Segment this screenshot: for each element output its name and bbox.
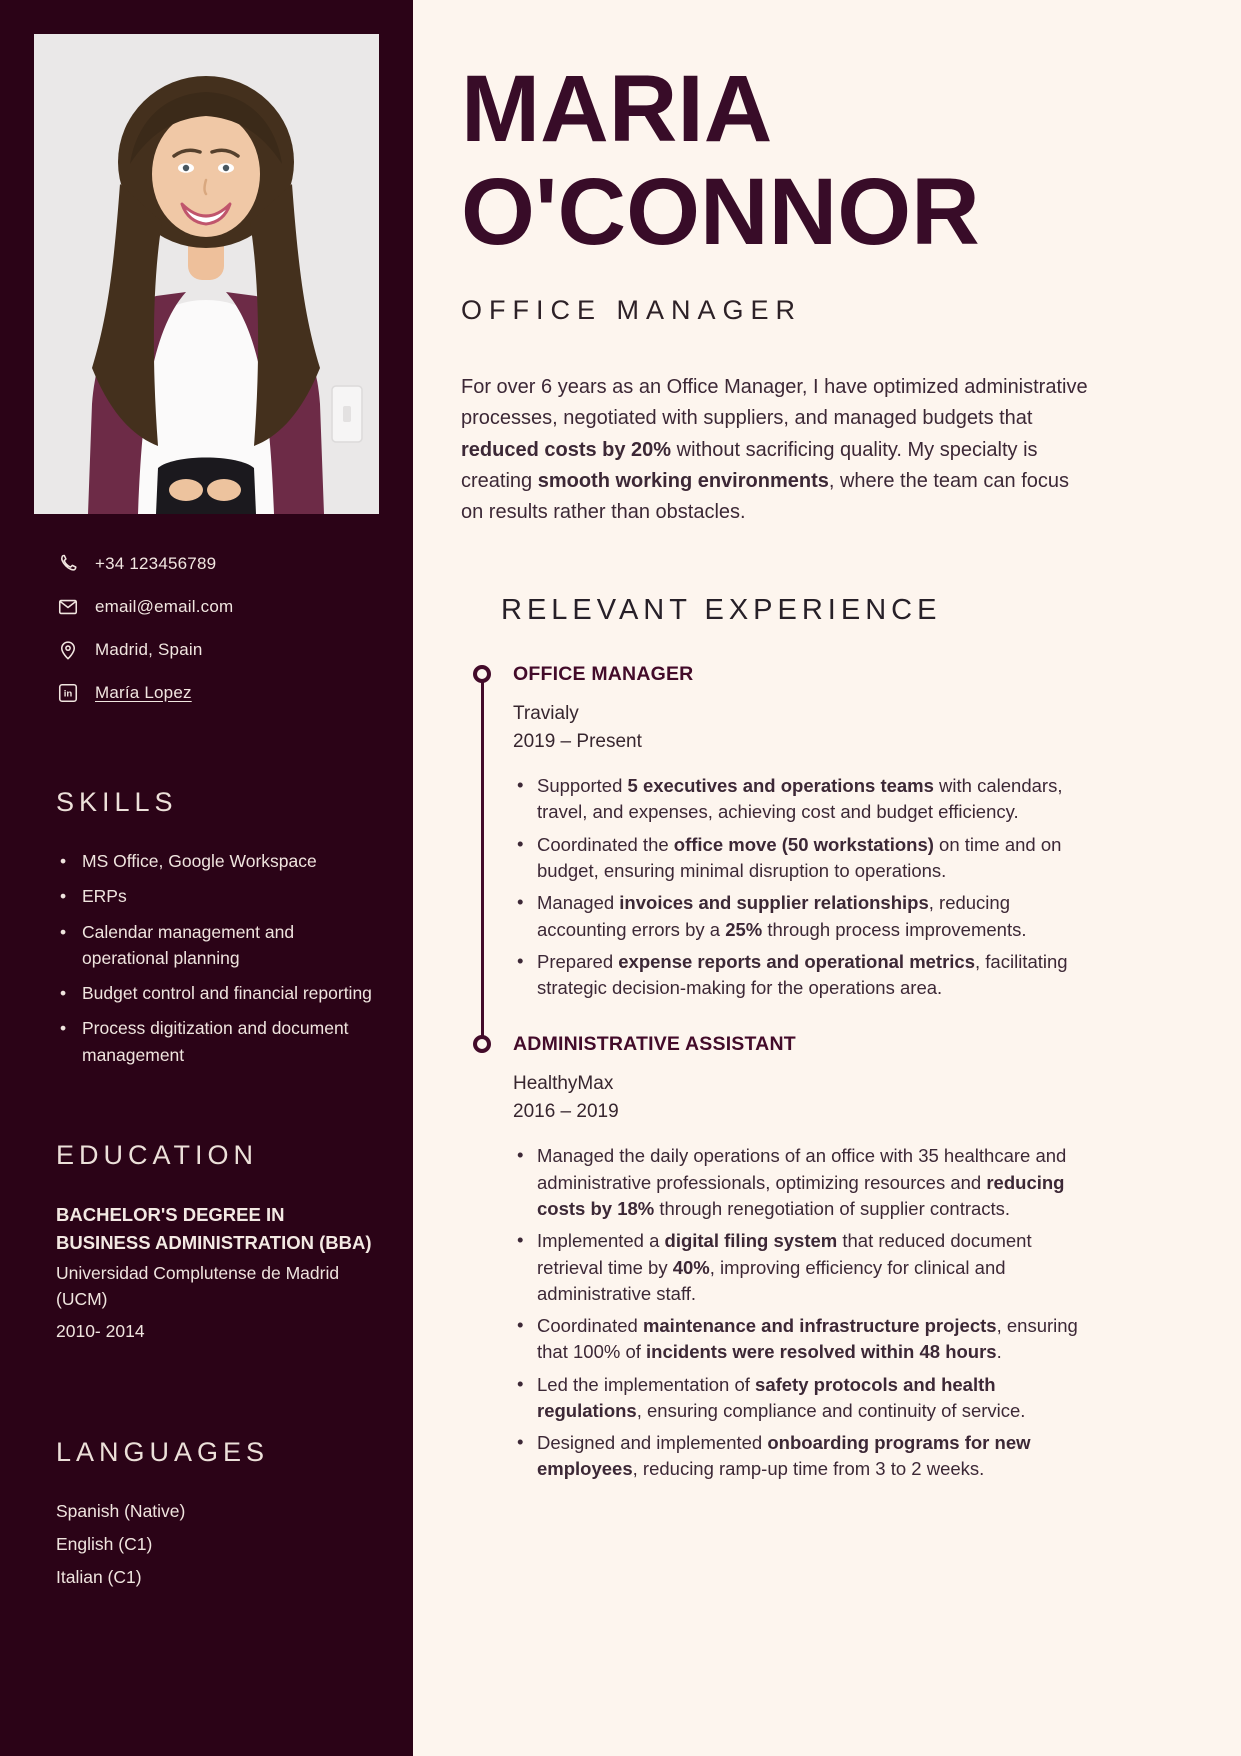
- experience-title: RELEVANT EXPERIENCE: [501, 594, 942, 627]
- contact-item: [56, 552, 383, 576]
- job-bullets: [513, 773, 1096, 1001]
- job-bullets: [513, 1143, 1096, 1482]
- skill-item: • ERPs: [56, 883, 383, 909]
- experience-bullet: • Coordinated the office move (50 workstations) on time and on budget, ensuring minimal disruption to operations.: [513, 832, 1096, 885]
- job-title-subtitle: OFFICE MANAGER: [461, 295, 803, 326]
- job-role: OFFICE MANAGER: [513, 663, 694, 686]
- portrait-illustration: [34, 34, 379, 514]
- education-section: [56, 1140, 383, 1345]
- contact-text: Madrid, Spain: [95, 640, 203, 659]
- phone-icon: [56, 552, 80, 576]
- linkedin-link[interactable]: María Lopez: [95, 683, 192, 702]
- experience-bullet: • Managed the daily operations of an office with 35 healthcare and administrative professionals, optimizing resources and reducing costs by 18% through renegotiation of supplier contracts.: [513, 1143, 1096, 1222]
- languages-list: [56, 1498, 383, 1591]
- job-role: ADMINISTRATIVE ASSISTANT: [513, 1033, 796, 1056]
- languages-title: LANGUAGES: [56, 1436, 270, 1467]
- contact-item: [56, 681, 383, 705]
- main-content: [413, 0, 1241, 1756]
- svg-text:in: in: [63, 688, 73, 700]
- location-icon: [56, 638, 80, 662]
- experience-bullet: • Led the implementation of safety protocols and health regulations, ensuring compliance and continuity of service.: [513, 1372, 1096, 1425]
- skills-list: [56, 848, 383, 1068]
- experience-section: [461, 594, 1096, 1483]
- contact-text: +34 123456789: [95, 554, 217, 573]
- job-company: HealthyMax: [513, 1073, 614, 1095]
- skill-item: • MS Office, Google Workspace: [56, 848, 383, 874]
- contact-item: [56, 595, 383, 619]
- job-dates: 2016 – 2019: [513, 1100, 619, 1122]
- name-line2: O'CONNOR: [461, 158, 980, 265]
- skill-item: • Budget control and financial reporting: [56, 980, 383, 1006]
- jobs-timeline: [473, 663, 1096, 1483]
- education-school: Universidad Complutense de Madrid (UCM): [56, 1263, 340, 1310]
- language-item: Spanish (Native): [56, 1500, 186, 1521]
- experience-bullet: • Coordinated maintenance and infrastructure projects, ensuring that 100% of incidents were resolved within 48 hours.: [513, 1313, 1096, 1366]
- skills-title: SKILLS: [56, 787, 178, 817]
- page-title: [461, 58, 1096, 263]
- skill-item: • Process digitization and document management: [56, 1015, 383, 1068]
- skills-section: [56, 787, 383, 1068]
- contact-list: [0, 552, 413, 705]
- education-degree: BACHELOR'S DEGREE IN BUSINESS ADMINISTRATION (BBA): [56, 1203, 372, 1254]
- name-line1: MARIA: [461, 56, 773, 162]
- contact-item: [56, 638, 383, 662]
- sidebar: [0, 0, 413, 1756]
- experience-bullet: • Supported 5 executives and operations teams with calendars, travel, and expenses, achieving cost and budget efficiency.: [513, 773, 1096, 826]
- job-entry: [473, 663, 1096, 1001]
- experience-bullet: • Prepared expense reports and operational metrics, facilitating strategic decision-making for the operations area.: [513, 949, 1096, 1002]
- education-years: 2010- 2014: [56, 1320, 145, 1341]
- summary-paragraph: For over 6 years as an Office Manager, I have optimized administrative processes, negotiated with suppliers, and managed budgets that reduced costs by 20% without sacrificing quality. My specialty is creating smooth working environments, where the team can focus on results rather than obstacles.: [461, 376, 1088, 523]
- skill-item: • Calendar management and operational planning: [56, 919, 383, 972]
- language-item: English (C1): [56, 1533, 153, 1554]
- language-item: Italian (C1): [56, 1567, 142, 1588]
- contact-text: email@email.com: [95, 597, 234, 616]
- job-entry: [473, 1033, 1096, 1482]
- profile-photo: [34, 34, 379, 514]
- email-icon: [56, 595, 80, 619]
- experience-bullet: • Managed invoices and supplier relationships, reducing accounting errors by a 25% through process improvements.: [513, 890, 1096, 943]
- linkedin-icon: [56, 681, 80, 705]
- experience-bullet: • Implemented a digital filing system that reduced document retrieval time by 40%, improving efficiency for clinical and administrative staff.: [513, 1228, 1096, 1307]
- job-company: Travialy: [513, 703, 579, 725]
- languages-section: [56, 1437, 383, 1591]
- education-title: EDUCATION: [56, 1139, 259, 1170]
- job-dates: 2019 – Present: [513, 730, 642, 752]
- experience-bullet: • Designed and implemented onboarding programs for new employees, reducing ramp-up time from 3 to 2 weeks.: [513, 1430, 1096, 1483]
